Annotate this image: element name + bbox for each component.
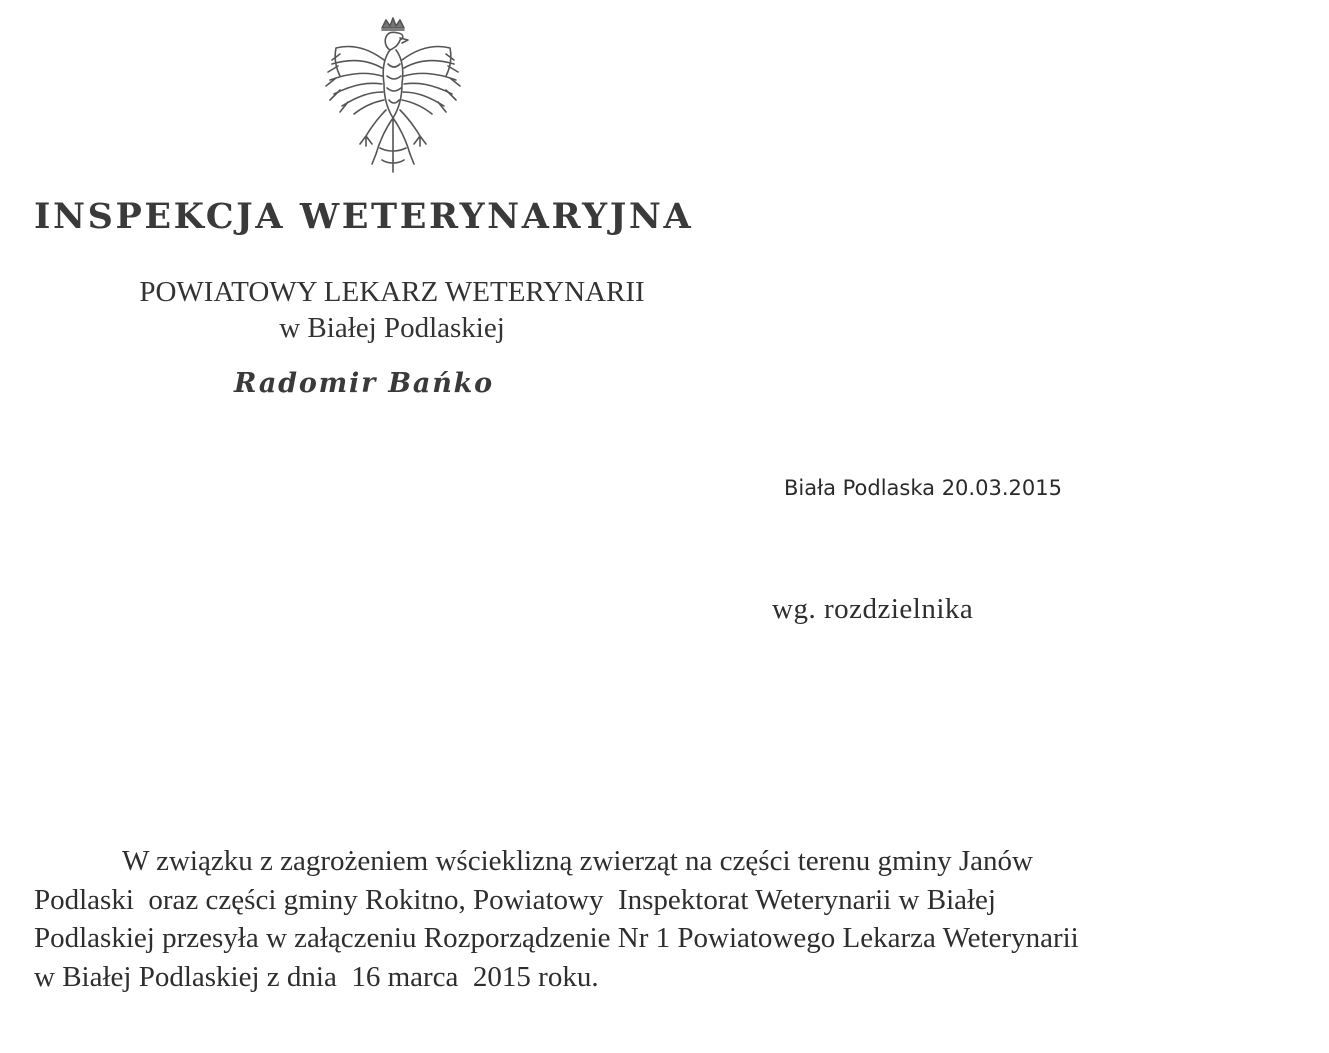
- body-line: Podlaski oraz części gminy Rokitno, Powiatowy Inspektorat Weterynarii w Białej: [34, 883, 996, 916]
- letter-body: [34, 842, 1296, 996]
- institution-name: INSPEKCJA WETERYNARYJNA: [34, 196, 694, 237]
- recipient-line: wg. rozdzielnika: [772, 593, 974, 625]
- body-line: W związku z zagrożeniem wścieklizną zwierząt na części terenu gminy Janów: [122, 845, 1033, 877]
- white-eagle-emblem-icon: [318, 14, 468, 179]
- office-title-line: POWIATOWY LEKARZ WETERYNARII: [139, 276, 645, 308]
- officer-name: Radomir Bańko: [234, 368, 494, 399]
- body-line: w Białej Podlaskiej z dnia 16 marca 2015 roku.: [34, 960, 599, 993]
- body-line: Podlaskiej przesyła w załączeniu Rozporządzenie Nr 1 Powiatowego Lekarza Weterynarii: [34, 922, 1079, 954]
- office-location-line: w Białej Podlaskiej: [279, 312, 505, 344]
- place-and-date: Biała Podlaska 20.03.2015: [784, 476, 1062, 500]
- office-title: [98, 274, 686, 346]
